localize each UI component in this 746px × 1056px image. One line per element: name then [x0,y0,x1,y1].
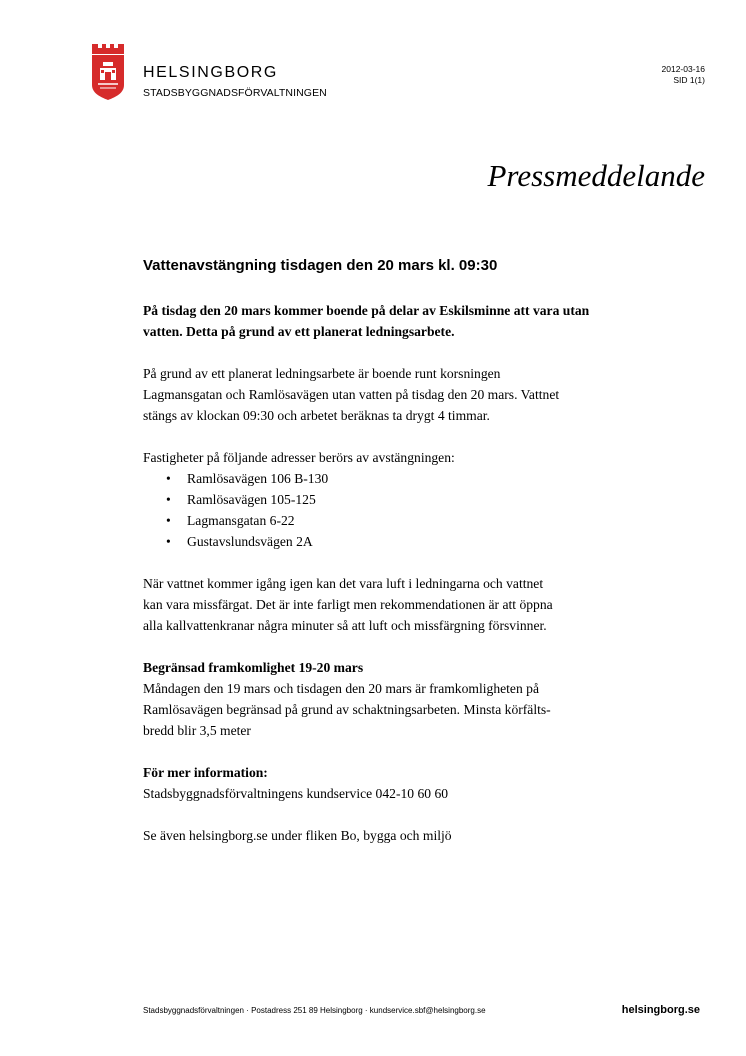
paragraph-water-quality [143,573,623,636]
contact-line: Stadsbyggnadsförvaltningens kundservice 042-10 60 60 [143,786,449,801]
paragraph-line: Ramlösavägen begränsad på grund av schaktningsarbeten. Minsta körfälts- [143,702,551,717]
traffic-heading: Begränsad framkomlighet 19-20 mars [143,660,364,675]
bullet-icon: • [166,492,171,507]
list-item: • Ramlösavägen 106 B-130 [143,468,623,489]
list-item: • Lagmansgatan 6-22 [143,510,623,531]
paragraph-line: På grund av ett planerat ledningsarbete är boende runt korsningen [143,366,501,381]
footer-address: Stadsbyggnadsförvaltningen · Postadress 251 89 Helsingborg · kundservice.sbf@helsingborg.se [143,1006,486,1015]
lead-paragraph [143,300,623,342]
address-list [143,468,623,552]
headline: Vattenavstängning tisdagen den 20 mars kl. 09:30 [143,257,498,274]
paragraph-line: alla kallvattenkranar några minuter så att luft och missfärgning försvinner. [143,618,547,633]
page-number: SID 1(1) [673,75,705,85]
paragraph-line: Måndagen den 19 mars och tisdagen den 20 mars är framkomligheten på [143,681,539,696]
list-item: • Ramlösavägen 105-125 [143,489,623,510]
helsingborg-crest-icon [92,44,124,100]
org-name: HELSINGBORG [143,64,278,81]
bullet-icon: • [166,471,171,486]
document-type-title: Pressmeddelande [487,158,705,193]
paragraph-line: bredd blir 3,5 meter [143,723,251,738]
paragraph-line: Lagmansgatan och Ramlösavägen utan vatten på tisdag den 20 mars. Vattnet [143,387,560,402]
paragraph-background [143,363,623,426]
paragraph-contact [143,762,623,804]
paragraph-line: kan vara missfärgat. Det är inte farligt men rekommendationen är att öppna [143,597,553,612]
bullet-icon: • [166,534,171,549]
see-also-line: Se även helsingborg.se under fliken Bo, bygga och miljö [143,828,452,843]
lead-line: vatten. Detta på grund av ett planerat ledningsarbete. [143,324,455,339]
paragraph-line: När vattnet kommer igång igen kan det vara luft i ledningarna och vattnet [143,576,544,591]
info-heading: För mer information: [143,765,268,780]
addresses-intro: Fastigheter på följande adresser berörs av avstängningen: [143,450,455,465]
list-item: • Gustavslundsvägen 2A [143,531,623,552]
press-release-body [143,257,623,867]
bullet-icon: • [166,513,171,528]
paragraph-traffic [143,657,623,741]
department-name: STADSBYGGNADSFÖRVALTNINGEN [143,87,327,99]
document-date: 2012-03-16 [661,64,705,74]
footer-website-link[interactable]: helsingborg.se [621,1004,700,1016]
lead-line: På tisdag den 20 mars kommer boende på delar av Eskilsminne att vara utan [143,303,590,318]
paragraph-line: stängs av klockan 09:30 och arbetet beräknas ta drygt 4 timmar. [143,408,490,423]
